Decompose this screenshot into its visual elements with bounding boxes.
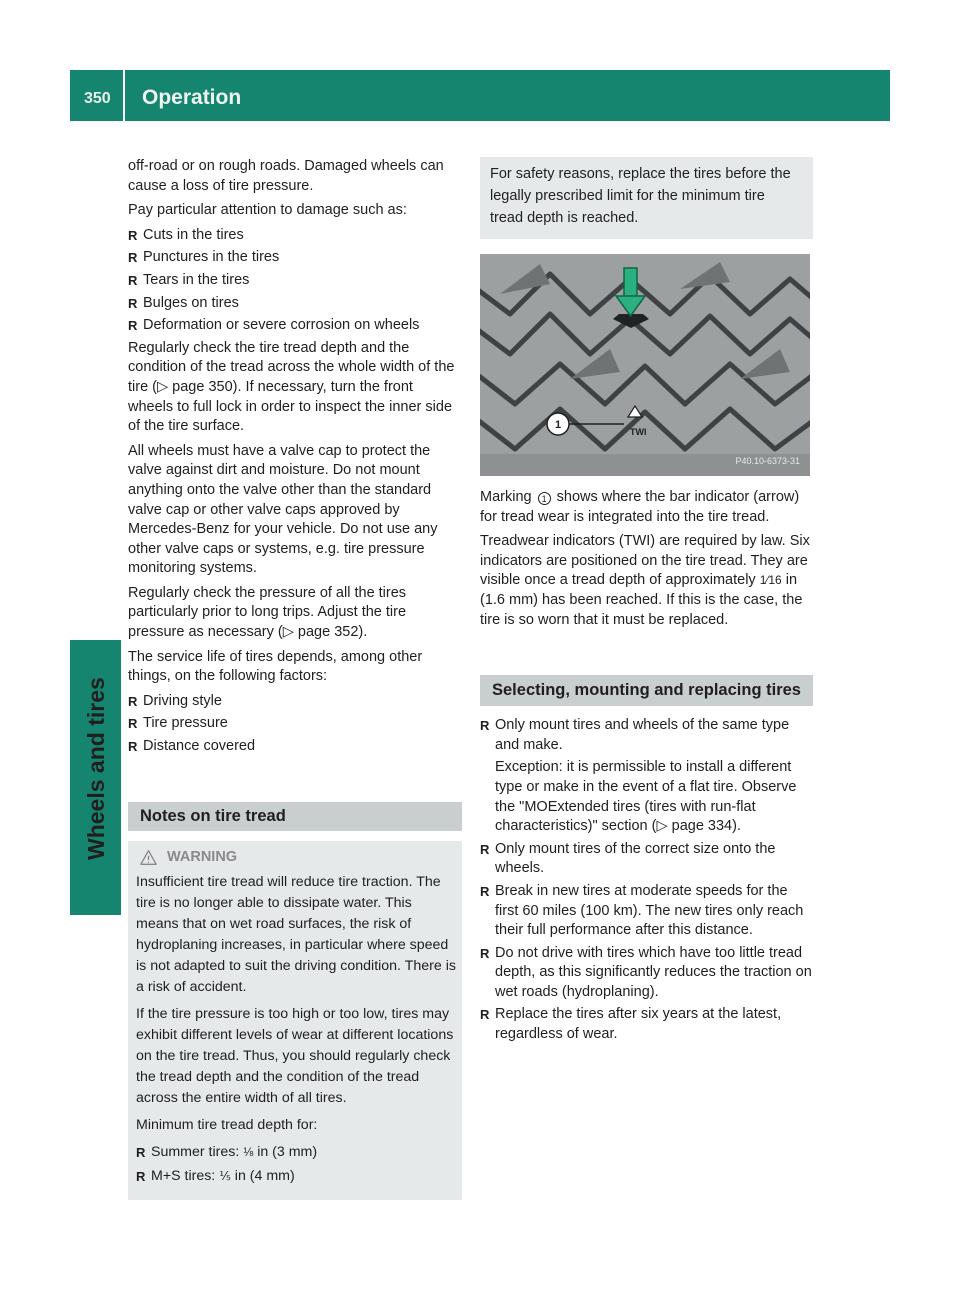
page-reference-link[interactable]: ▷ page 352	[282, 624, 359, 641]
image-marker: 1	[554, 419, 562, 431]
warning-label: WARNING	[167, 849, 238, 866]
list-item-extra	[495, 758, 813, 836]
warning-paragraph: If the tire pressure is too high or too low, tires may exhibit different levels of wear at different locations on the tire tread. Thus, you should regularly check the tread depth and the condition of the tread across the entire width of all tires.	[136, 1006, 454, 1107]
paragraph	[480, 488, 813, 527]
warning-title	[140, 847, 456, 868]
text: Regularly check the tire tread depth and the condition of the tread across the whole width of the tire (	[128, 339, 455, 395]
selecting-list	[480, 716, 813, 1045]
page-header	[70, 70, 890, 121]
damage-list	[128, 226, 462, 336]
list-item: R Cuts in the tires	[128, 226, 462, 246]
left-column	[128, 157, 462, 1200]
text: in (4 mm)	[230, 1168, 295, 1185]
paragraph: Pay particular attention to damage such as:	[128, 202, 407, 219]
text: ). If necessary, turn the front wheels to full lock in order to inspect the inner side of the tire surface.	[128, 378, 453, 435]
text: ).	[732, 818, 741, 835]
text: M+S tires:	[151, 1168, 220, 1185]
text: Exception: it is permissible to install a different type or make in the event of a flat tire. Observe the "MOExtended tires (tires with run-flat characteristics)" section (	[495, 759, 797, 835]
selecting-heading: Selecting, mounting and replacing tires	[480, 675, 813, 706]
chapter-label: Wheels and tires	[83, 677, 109, 860]
text: in (1.6 mm) has been reached. If this is the case, the tire is so worn that it must be replaced.	[480, 572, 803, 628]
list-item: R Break in new tires at moderate speeds for the first 60 miles (100 km). The new tires only reach their full performance after this distance.	[480, 882, 813, 941]
text: Regularly check the pressure of all the tires particularly prior to long trips. Adjust the tire pressure as necessary (	[128, 584, 407, 641]
tire-tread-illustration	[480, 254, 810, 476]
paragraph	[480, 532, 813, 630]
tread-depth-list	[136, 1142, 456, 1187]
list-item: R Replace the tires after six years at the latest, regardless of wear.	[480, 1005, 813, 1044]
list-item: R Bulges on tires	[128, 294, 462, 314]
text: shows where the bar indicator (arrow) for tread wear is integrated into the tire tread.	[480, 489, 800, 525]
list-item: R Distance covered	[128, 737, 462, 757]
image-code: P40.10-6373-31	[735, 456, 800, 467]
list-item	[136, 1142, 456, 1163]
fraction: ⅕	[219, 1169, 231, 1184]
page-number-box	[70, 70, 125, 121]
list-item: R Tire pressure	[128, 714, 462, 734]
safety-note-box: For safety reasons, replace the tires before the legally prescribed limit for the minimum tire tread depth is reached.	[480, 157, 813, 239]
fraction: ⅛	[243, 1145, 254, 1160]
warning-box	[128, 841, 462, 1200]
notes-heading: Notes on tire tread	[128, 802, 462, 832]
paragraph	[128, 339, 462, 437]
factors-list	[128, 692, 462, 757]
text: Treadwear indicators (TWI) are required by law. Six indicators are positioned on the tire tread. They are visible once a tread depth of approximately	[480, 533, 810, 589]
page-reference-link[interactable]: ▷ page 350	[157, 378, 233, 395]
twi-label: TWI	[630, 427, 647, 437]
text: in (3 mm)	[253, 1144, 318, 1161]
text: Marking	[480, 489, 536, 505]
list-item: R Deformation or severe corrosion on wheels	[128, 316, 462, 336]
text: R Only mount tires and wheels of the same type and make.	[495, 717, 790, 753]
list-item: R Do not drive with tires which have too little tread depth, as this significantly reduces the traction on wet roads (hydroplaning).	[480, 944, 813, 1003]
text: Summer tires:	[151, 1144, 244, 1161]
paragraph: All wheels must have a valve cap to protect the valve against dirt and moisture. Do not mount anything onto the valve other than the standard valve cap or other valve caps approved by Mercedes-Benz for your vehicle. Do not use any other valve caps or systems, e.g. tire pressure monitoring systems.	[128, 442, 438, 577]
paragraph: The service life of tires depends, among other things, on the following factors:	[128, 648, 423, 685]
page-reference-link[interactable]: ▷ page 334	[656, 818, 733, 835]
paragraph: off-road or on rough roads. Damaged wheels can cause a loss of tire pressure.	[128, 158, 444, 194]
page-number: 350	[84, 90, 111, 107]
list-item: R Punctures in the tires	[128, 248, 462, 268]
fraction: 1⁄16	[759, 573, 782, 588]
paragraph	[128, 584, 462, 643]
list-item	[136, 1166, 456, 1187]
warning-paragraph: Minimum tire tread depth for:	[136, 1117, 318, 1134]
warning-icon	[140, 849, 157, 866]
marker-1-icon: 1	[538, 492, 551, 505]
list-item: R Only mount tires of the correct size onto the wheels.	[480, 840, 813, 879]
list-item	[480, 716, 813, 837]
text: ).	[358, 624, 368, 641]
list-item: R Tears in the tires	[128, 271, 462, 291]
list-item: R Driving style	[128, 692, 462, 712]
section-title: Operation	[142, 86, 242, 109]
tire-tread-image	[480, 254, 810, 476]
warning-paragraph: Insufficient tire tread will reduce tire traction. The tire is no longer able to dissipate water. This means that on wet road surfaces, the risk of hydroplaning increases, in particular where speed is not adapted to suit the driving condition. There is a risk of accident.	[136, 874, 456, 996]
right-column	[480, 157, 813, 1048]
